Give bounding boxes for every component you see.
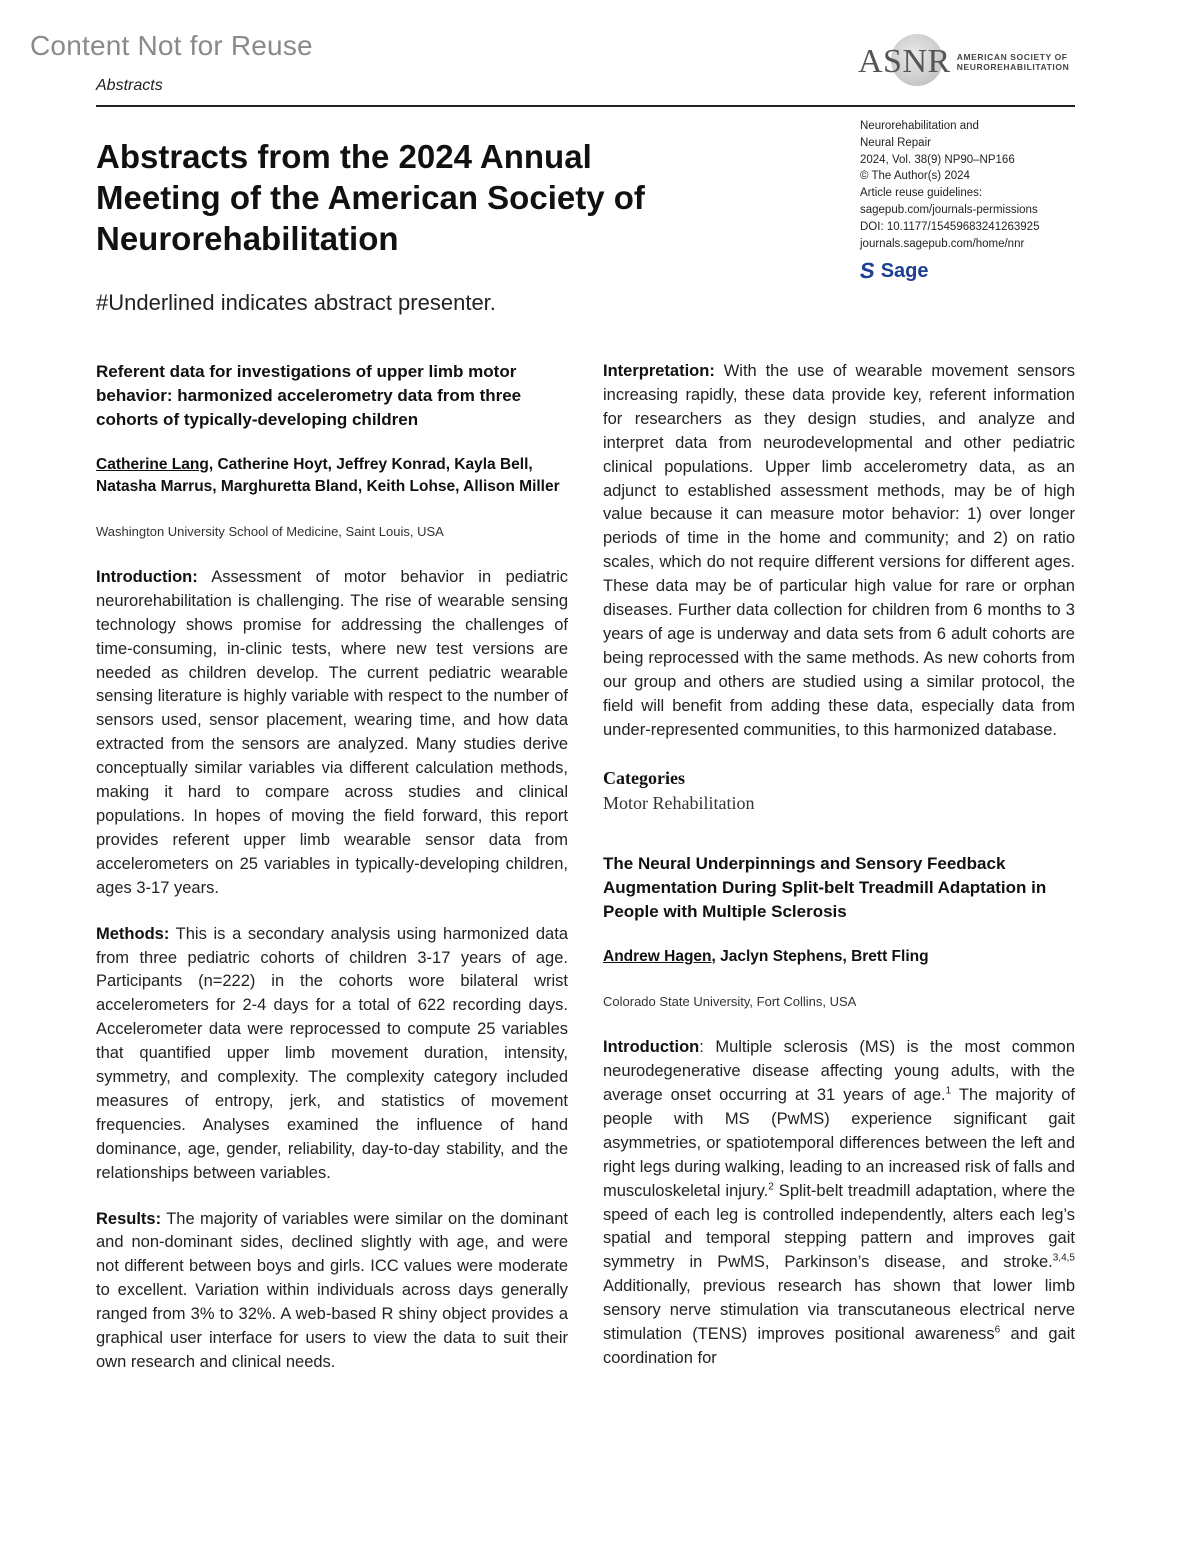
- sage-s-icon: S: [858, 258, 877, 283]
- asnr-logo: [858, 34, 1069, 90]
- section-label: Introduction:: [96, 567, 198, 586]
- journal-line: Article reuse guidelines:: [860, 187, 983, 200]
- paragraph-text: The majority of people with MS (PwMS) experience significant gait asymmetries, or spatiotemporal differences between the left and right legs during walking, leading to an increased risk of falls and musculoskeletal injury.: [603, 1086, 1076, 1200]
- page-title: Abstracts from the 2024 Annual Meeting of the American Society of Neurorehabilitation: [96, 138, 645, 257]
- running-head: Abstracts: [96, 77, 163, 94]
- section-label: Methods:: [96, 924, 170, 943]
- author-list: [603, 946, 1075, 968]
- methods-paragraph: [96, 923, 568, 1186]
- category-value: Motor Rehabilitation: [603, 793, 755, 814]
- citation-ref: 1: [945, 1085, 952, 1097]
- presenter-name: Andrew Hagen: [603, 948, 712, 966]
- section-label: Interpretation:: [603, 362, 715, 380]
- journal-line: journals.sagepub.com/home/nnr: [860, 237, 1025, 250]
- logo-acronym: ASNR: [858, 43, 951, 80]
- logo-society-line1: AMERICAN SOCIETY OF: [956, 52, 1068, 62]
- coauthors: , Jaclyn Stephens, Brett Fling: [711, 948, 929, 966]
- paragraph-text: and gait coordination for: [603, 1325, 1075, 1367]
- paragraph-text: : Multiple sclerosis (MS) is the most common neurodegenerative disease affecting young adults, with the average onset occurring at 31 years of age.: [603, 1038, 1075, 1105]
- journal-line: DOI: 10.1177/15459683241263925: [860, 220, 1040, 233]
- citation-ref: 3,4,5: [1052, 1252, 1075, 1264]
- abstract-title: The Neural Underpinnings and Sensory Feedback Augmentation During Split-belt Treadmill Adaptation in People with Multiple Sclerosis: [603, 854, 1047, 922]
- left-column: [96, 360, 568, 1375]
- journal-line: 2024, Vol. 38(9) NP90–NP166: [860, 153, 1015, 166]
- logo-society-line2: NEUROREHABILITATION: [956, 62, 1070, 72]
- section-label: Introduction: [603, 1038, 700, 1057]
- introduction-paragraph: [603, 1036, 1075, 1371]
- paragraph-text: Assessment of motor behavior in pediatric neurorehabilitation is challenging. The rise of wearable sensing technology shows promise for addressing the challenges of time-consuming, in-clinic tests, where new test versions are needed as children develop. The current pediatric wearable sensing literature is highly variable with respect to the number of sensors used, sensor placement, wearing time, and how data extracted from the sensors are analyzed. Many studies derive conceptually similar variables via different calculation methods, making it hard to compare across studies and clinical populations. In hopes of moving the field forward, this report provides referent upper limb wearable sensor data from accelerometers on 25 variables in typically-developing children, ages 3-17 years.: [96, 567, 568, 897]
- interpretation-paragraph: [603, 360, 1075, 743]
- categories-heading: Categories: [603, 767, 685, 788]
- paragraph-text: The majority of variables were similar on the dominant and non-dominant sides, declined slightly with age, and were not different between boys and girls. ICC values were moderate to excellent. Variation within individuals across days generally ranged from 3% to 32%. A web-based R shiny object provides a graphical user interface for users to view the data to suit their own research and clinical needs.: [96, 1209, 568, 1371]
- citation-ref: 6: [994, 1324, 1001, 1336]
- abstract-title: Referent data for investigations of upper limb motor behavior: harmonized accelerometry data from three cohorts of typically-developing children: [96, 362, 522, 429]
- right-column: [603, 360, 1075, 1371]
- paragraph-text: Split-belt treadmill adaptation, where the speed of each leg is controlled independently, alters each leg’s spatial and temporal stepping pattern and improves gait symmetry in PwMS, Parkinson’s disease, and stroke.: [603, 1181, 1076, 1272]
- author-list: [96, 454, 568, 498]
- coauthors: , Catherine Hoyt, Jeffrey Konrad, Kayla Bell, Natasha Marrus, Marghuretta Bland, Keith Lohse, Allison Miller: [96, 456, 560, 495]
- section-label: Results:: [96, 1209, 162, 1228]
- journal-line: Neural Repair: [860, 136, 931, 149]
- sage-logo: [860, 258, 929, 284]
- journal-line: Neurorehabilitation and: [860, 120, 979, 132]
- publisher-name: Sage: [880, 259, 929, 282]
- journal-line: sagepub.com/journals-permissions: [860, 203, 1038, 216]
- affiliation: Colorado State University, Fort Collins, USA: [603, 994, 857, 1010]
- logo-society-name: [957, 52, 1070, 72]
- paragraph-text: With the use of wearable movement sensors increasing rapidly, these data provide key, referent information for researchers as they design studies, and analyze and interpret data from neurodevelopmental and other pediatric clinical populations. Upper limb accelerometry data, as an adjunct to established assessment methods, may be of high value because it can measure motor behavior: 1) over longer periods of time in the home and community; and 2) on ratio scales, which do not require different versions for different ages. These data may be of particular high value for rare or orphan diseases. Further data collection for children from 6 months to 3 years of age is underway and data sets from 6 adult cohorts are being reprocessed with the same methods. As new cohorts from our group and others are studied using a similar protocol, the field will benefit from adding these data, especially data from under-represented communities, to this harmonized database.: [603, 362, 1075, 739]
- introduction-paragraph: [96, 566, 568, 901]
- journal-info: [860, 118, 1075, 252]
- paragraph-text: This is a secondary analysis using harmonized data from three pediatric cohorts of children 3-17 years of age. Participants (n=222) in the cohorts wore bilateral wrist accelerometers for 2-4 days for a total of 622 recording days. Accelerometer data were reprocessed to compute 25 variables that quantified upper limb movement duration, intensity, symmetry, and complexity. The complexity category included measures of entropy, jerk, and statistics of movement frequencies. Analyses examined the influence of hand dominance, age, gender, reliability, day-to-day stability, and the relationships between variables.: [96, 924, 568, 1182]
- presenter-note: #Underlined indicates abstract presenter.: [96, 290, 496, 315]
- results-paragraph: [96, 1208, 568, 1375]
- citation-ref: 2: [768, 1181, 774, 1193]
- affiliation: Washington University School of Medicine, Saint Louis, USA: [96, 524, 444, 539]
- journal-line: © The Author(s) 2024: [860, 170, 970, 183]
- presenter-name: Catherine Lang: [96, 456, 209, 473]
- paragraph-text: Additionally, previous research has shown that lower limb sensory nerve stimulation via transcutaneous electrical nerve stimulation (TENS) improves positional awareness: [603, 1277, 1075, 1344]
- watermark: Content Not for Reuse: [30, 30, 313, 61]
- header-rule: [96, 105, 1075, 107]
